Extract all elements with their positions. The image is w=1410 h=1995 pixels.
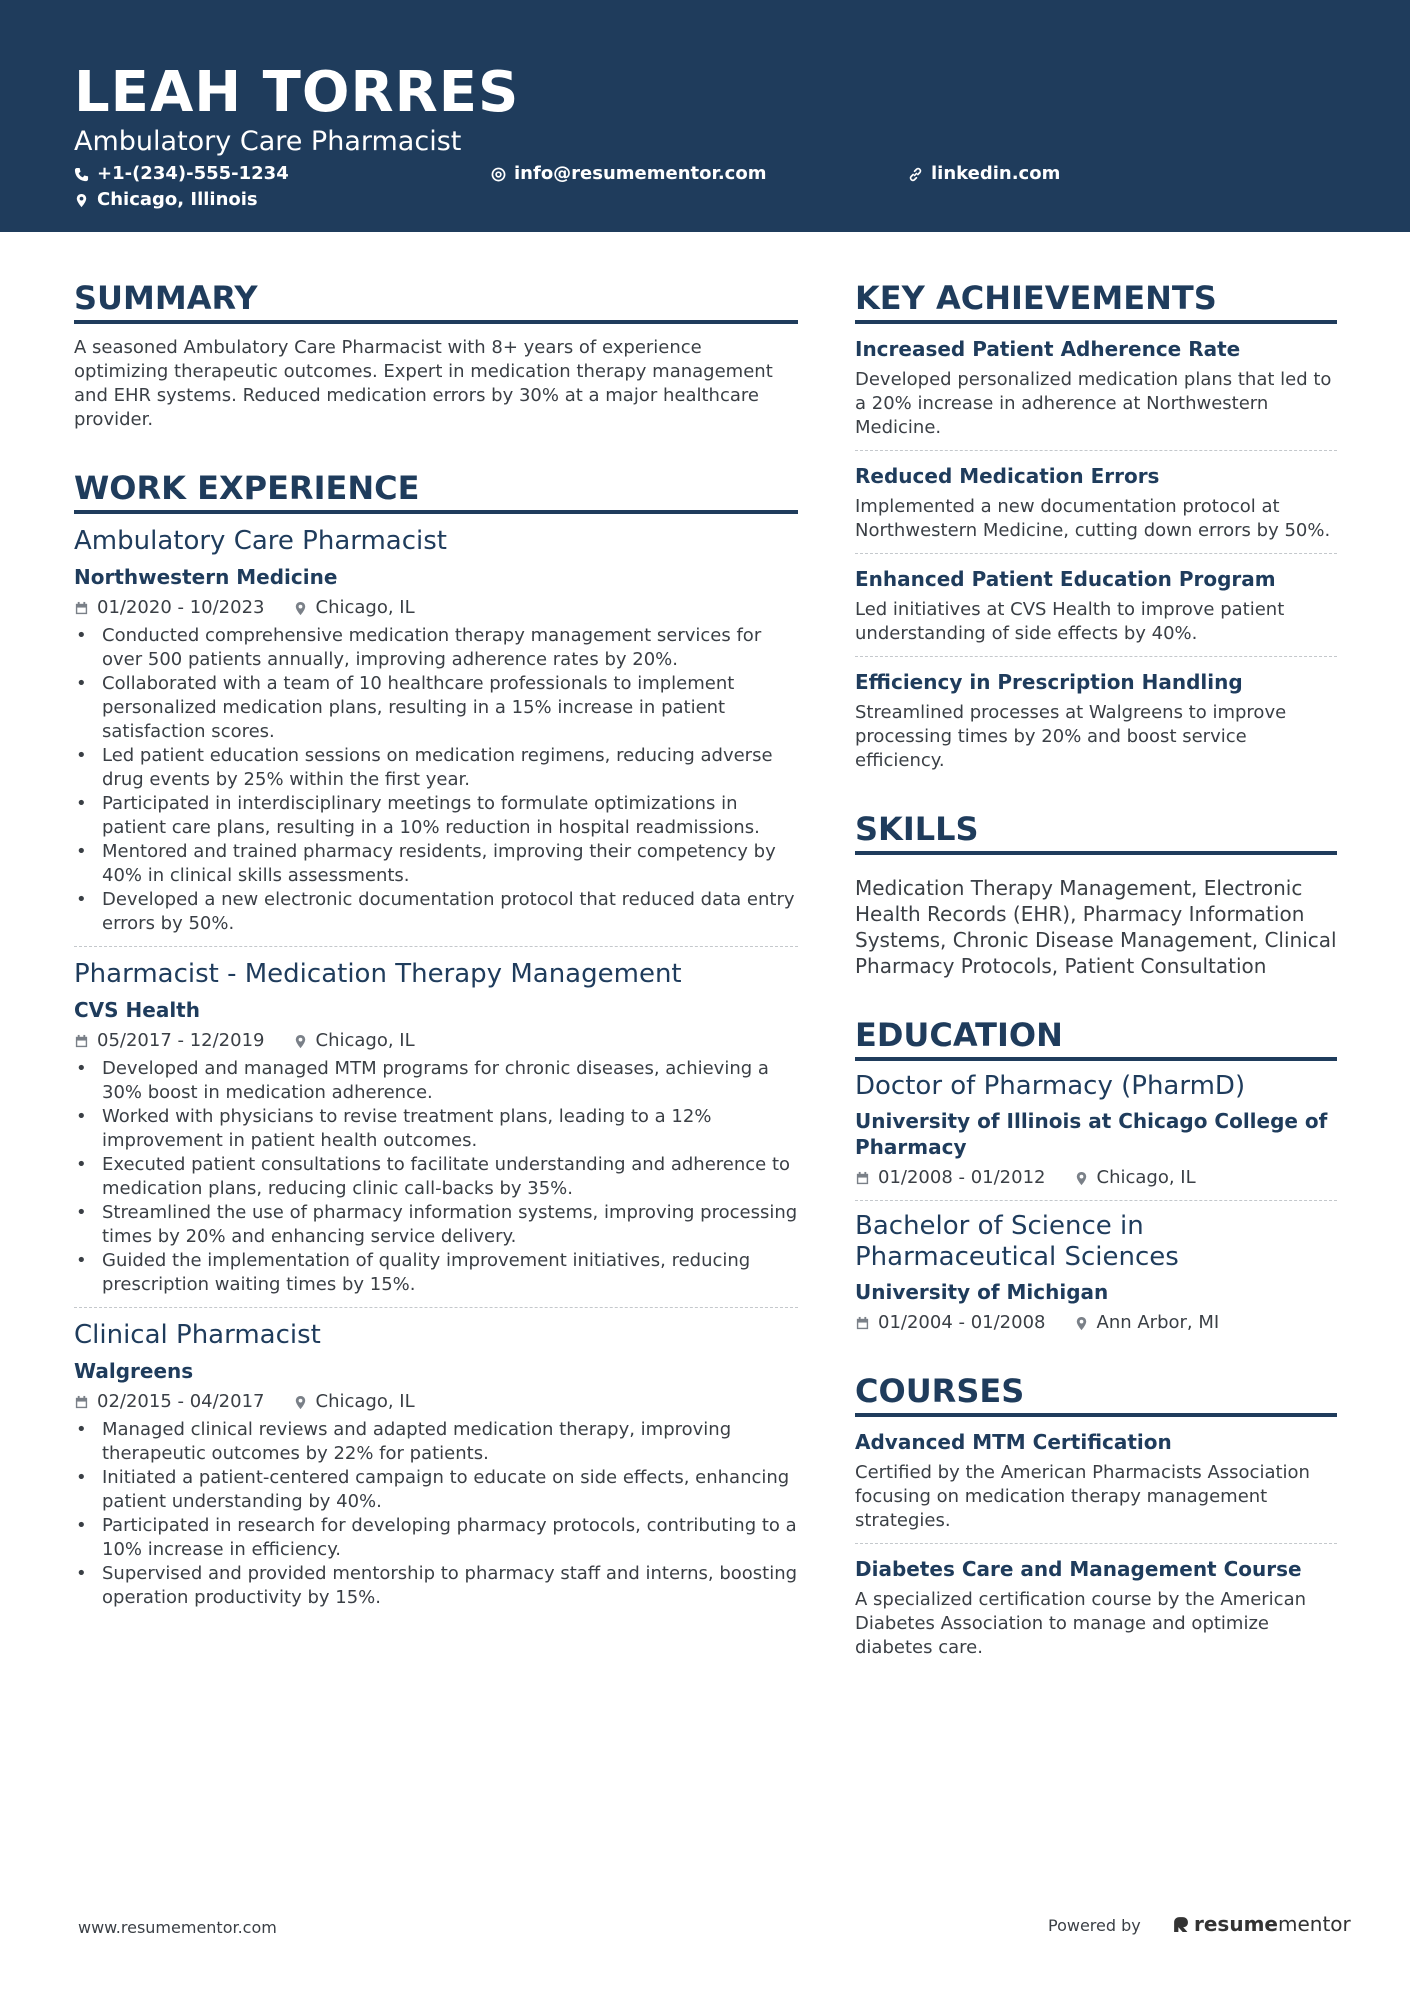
list-item: • Developed and managed MTM programs for chronic diseases, achieving a 30% boost in medication adherence. [74, 1057, 798, 1105]
course-item [855, 1556, 1337, 1660]
list-item: • Collaborated with a team of 10 healthcare professionals to implement personalized medication plans, resulting in a 15% increase in patient satisfaction scores. [74, 672, 798, 744]
skills-text: Medication Therapy Management, Electronic Health Records (EHR), Pharmacy Information Systems, Chronic Disease Management, Clinical Pharmacy Protocols, Patient Consultation [855, 876, 1337, 978]
calendar-icon [74, 601, 89, 616]
job-title: Pharmacist - Medication Therapy Management [74, 959, 682, 989]
list-item: • Managed clinical reviews and adapted medication therapy, improving therapeutic outcomes by 22% for patients. [74, 1418, 798, 1466]
courses-section [855, 1371, 1337, 1660]
linkedin-text: linkedin.com [931, 163, 1061, 184]
achievement-item [855, 669, 1337, 773]
location-text: Chicago, Illinois [97, 189, 258, 210]
list-item: • Executed patient consultations to facilitate understanding and adherence to medication plans, reducing clinic call-backs by 35%. [74, 1153, 798, 1201]
job-meta [74, 1029, 798, 1053]
location-pin-icon [1074, 1316, 1089, 1331]
job-meta [74, 596, 798, 620]
course-title: Advanced MTM Certification [855, 1430, 1172, 1454]
job-meta [74, 1390, 798, 1414]
location-pin-icon [293, 601, 308, 616]
phone-text: +1-(234)-555-1234 [97, 163, 289, 184]
left-column [74, 278, 798, 1610]
job-title-subtitle: Ambulatory Care Pharmacist [74, 126, 462, 157]
contact-phone[interactable] [74, 162, 289, 186]
education-location-text: Ann Arbor, MI [1096, 1312, 1220, 1333]
job-entry [74, 957, 798, 1308]
job-location-text: Chicago, IL [315, 1030, 415, 1051]
location-pin-icon [293, 1395, 308, 1410]
achievements-heading: KEY ACHIEVEMENTS [855, 278, 1337, 324]
education-item [855, 1071, 1337, 1201]
location-pin-icon [1074, 1171, 1089, 1186]
candidate-name: LEAH TORRES [74, 60, 520, 125]
achievement-desc: Developed personalized medication plans that led to a 20% increase in adherence at Northwestern Medicine. [855, 369, 1332, 438]
link-icon [908, 167, 923, 182]
list-item: • Mentored and trained pharmacy residents, improving their competency by 40% in clinical skills assessments. [74, 840, 798, 888]
footer-website-link[interactable]: www.resumementor.com [78, 1918, 277, 1937]
job-location [293, 596, 415, 620]
list-item: • Participated in interdisciplinary meetings to formulate optimizations in patient care plans, resulting in a 10% reduction in hospital readmissions. [74, 792, 798, 840]
job-dates: 01/2020 - 10/2023 [97, 597, 265, 618]
courses-heading: COURSES [855, 1371, 1337, 1417]
education-location [1074, 1166, 1196, 1190]
experience-section [74, 468, 798, 1610]
list-item: • Developed a new electronic documentation protocol that reduced data entry errors by 50%. [74, 888, 798, 936]
course-item [855, 1429, 1337, 1544]
divider [74, 1307, 798, 1308]
job-title: Clinical Pharmacist [74, 1320, 321, 1350]
education-item [855, 1211, 1337, 1335]
header-banner [0, 0, 1410, 232]
degree-title: Bachelor of Science in Pharmaceutical Sciences [855, 1211, 1179, 1272]
course-desc: A specialized certification course by the American Diabetes Association to manage and optimize diabetes care. [855, 1589, 1307, 1658]
degree-title: Doctor of Pharmacy (PharmD) [855, 1071, 1246, 1101]
calendar-icon [74, 1034, 89, 1049]
job-location [293, 1390, 415, 1414]
resumementor-logo-icon [1172, 1916, 1189, 1933]
contact-location [74, 188, 258, 212]
job-entry [74, 524, 798, 947]
achievement-title: Reduced Medication Errors [855, 464, 1160, 488]
achievement-title: Efficiency in Prescription Handling [855, 670, 1243, 694]
school-name: University of Michigan [855, 1280, 1109, 1304]
education-heading: EDUCATION [855, 1015, 1337, 1061]
location-pin-icon [293, 1034, 308, 1049]
brand-bold-text: resume [1194, 1912, 1278, 1936]
job-dates: 05/2017 - 12/2019 [97, 1030, 265, 1051]
phone-icon [74, 167, 89, 182]
education-meta [855, 1166, 1337, 1190]
course-desc: Certified by the American Pharmacists Association focusing on medication therapy management strategies. [855, 1462, 1310, 1531]
achievement-desc: Led initiatives at CVS Health to improve patient understanding of side effects by 40%. [855, 599, 1285, 644]
job-bullets [74, 1418, 798, 1610]
achievement-title: Increased Patient Adherence Rate [855, 337, 1241, 361]
brand-light-text: mentor [1277, 1912, 1351, 1936]
list-item: • Led patient education sessions on medication regimens, reducing adverse drug events by 25% within the first year. [74, 744, 798, 792]
job-location-text: Chicago, IL [315, 1391, 415, 1412]
job-location-text: Chicago, IL [315, 597, 415, 618]
divider [855, 1200, 1337, 1201]
skills-heading: SKILLS [855, 809, 1337, 855]
divider [855, 1543, 1337, 1544]
summary-heading: SUMMARY [74, 278, 798, 324]
list-item: • Initiated a patient-centered campaign to educate on side effects, enhancing patient understanding by 40%. [74, 1466, 798, 1514]
education-location [1074, 1311, 1220, 1335]
achievement-item [855, 463, 1337, 554]
job-dates: 02/2015 - 04/2017 [97, 1391, 265, 1412]
job-title: Ambulatory Care Pharmacist [74, 526, 448, 556]
company-name: CVS Health [74, 998, 200, 1022]
divider [855, 450, 1337, 451]
divider [74, 946, 798, 947]
calendar-icon [855, 1171, 870, 1186]
school-name: University of Illinois at Chicago College of Pharmacy [855, 1109, 1328, 1159]
summary-section [74, 278, 798, 432]
divider [855, 553, 1337, 554]
contact-linkedin[interactable] [908, 162, 1060, 186]
list-item: • Conducted comprehensive medication therapy management services for over 500 patients annually, improving adherence rates by 20%. [74, 624, 798, 672]
experience-heading: WORK EXPERIENCE [74, 468, 798, 514]
list-item: • Streamlined the use of pharmacy information systems, improving processing times by 20% and enhancing service delivery. [74, 1201, 798, 1249]
education-location-text: Chicago, IL [1096, 1167, 1196, 1188]
summary-text: A seasoned Ambulatory Care Pharmacist with 8+ years of experience optimizing therapeutic outcomes. Expert in medication therapy management and EHR systems. Reduced medication errors by 30% at a major healthcare provider. [74, 337, 773, 430]
right-column [855, 278, 1337, 1660]
at-icon [491, 167, 506, 182]
education-dates: 01/2004 - 01/2008 [878, 1312, 1046, 1333]
achievement-desc: Implemented a new documentation protocol at Northwestern Medicine, cutting down errors by 50%. [855, 496, 1331, 541]
contact-email[interactable] [491, 162, 766, 186]
achievement-title: Enhanced Patient Education Program [855, 567, 1276, 591]
calendar-icon [74, 1395, 89, 1410]
achievement-desc: Streamlined processes at Walgreens to improve processing times by 20% and boost service efficiency. [855, 702, 1287, 771]
achievements-section [855, 278, 1337, 773]
education-dates: 01/2008 - 01/2012 [878, 1167, 1046, 1188]
achievement-item [855, 566, 1337, 657]
job-entry [74, 1318, 798, 1610]
powered-by-label: Powered by [1048, 1916, 1141, 1935]
education-section [855, 1015, 1337, 1335]
divider [855, 656, 1337, 657]
course-title: Diabetes Care and Management Course [855, 1557, 1302, 1581]
company-name: Walgreens [74, 1359, 194, 1383]
list-item: • Guided the implementation of quality improvement initiatives, reducing prescription waiting times by 15%. [74, 1249, 798, 1297]
list-item: • Worked with physicians to revise treatment plans, leading to a 12% improvement in patient health outcomes. [74, 1105, 798, 1153]
email-text: info@resumementor.com [514, 163, 767, 184]
company-name: Northwestern Medicine [74, 565, 338, 589]
job-bullets [74, 1057, 798, 1297]
job-location [293, 1029, 415, 1053]
education-meta [855, 1311, 1337, 1335]
skills-section [855, 809, 1337, 979]
calendar-icon [855, 1316, 870, 1331]
achievement-item [855, 336, 1337, 451]
job-bullets [74, 624, 798, 936]
list-item: • Supervised and provided mentorship to pharmacy staff and interns, boosting operation productivity by 15%. [74, 1562, 798, 1610]
location-pin-icon [74, 193, 89, 208]
brand-logo[interactable] [1172, 1912, 1351, 1936]
list-item: • Participated in research for developing pharmacy protocols, contributing to a 10% increase in efficiency. [74, 1514, 798, 1562]
